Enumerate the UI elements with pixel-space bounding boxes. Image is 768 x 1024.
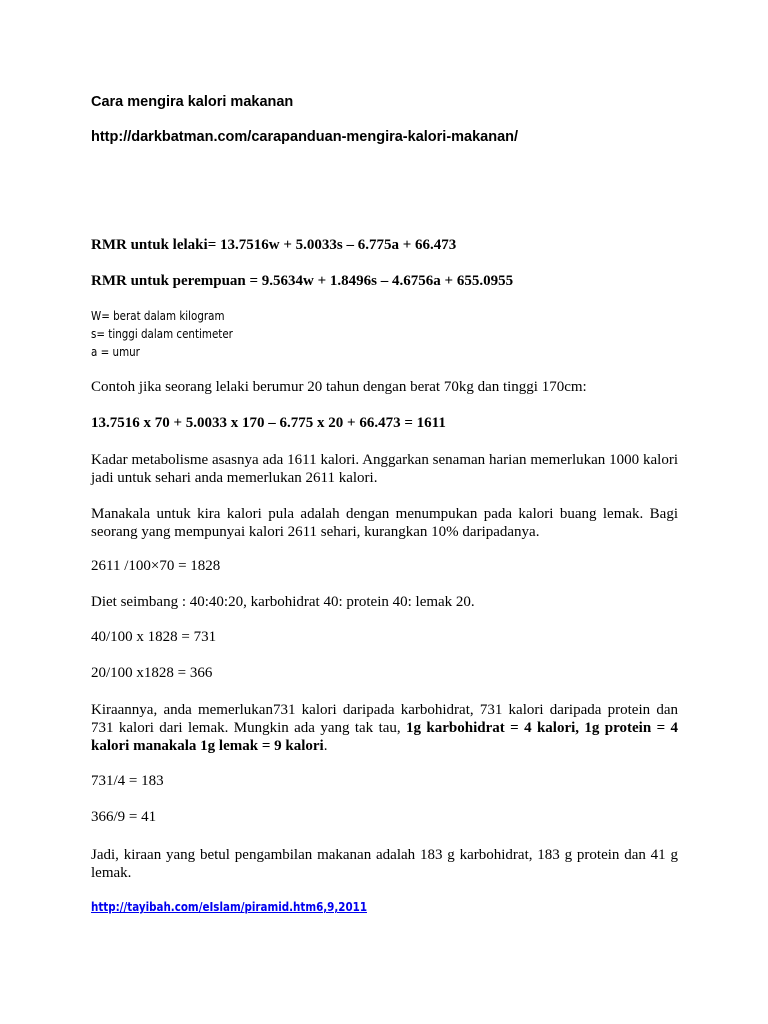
legend-w: W= berat dalam kilogram [91,309,225,323]
paragraph-metabolism: Kadar metabolisme asasnya ada 1611 kalori. Anggarkan senaman harian memerlukan 1000 kalori jadi untuk sehari anda memerlukan 2611 kalori. [91,452,678,486]
calculation-731: 40/100 x 1828 = 731 [91,629,217,645]
paragraph-fat-calories: Manakala untuk kira kalori pula adalah dengan menumpukan pada kalori buang lemak. Bagi seorang yang mempunyai kalori 2611 sehari, kurangkan 10% daripadanya. [91,506,678,540]
calculation-1828: 2611 /100×70 = 1828 [91,558,221,574]
reference-link[interactable]: http://tayibah.com/eIslam/piramid.htm6,9,2011 [91,900,368,914]
breakdown-end: . [323,738,328,754]
source-url: http://darkbatman.com/carapanduan-mengira-kalori-makanan/ [91,129,519,145]
paragraph-calorie-breakdown [91,701,678,755]
legend-s: s= tinggi dalam centimeter [91,327,233,341]
formula-female: RMR untuk perempuan = 9.5634w + 1.8496s – 4.6756a + 655.0955 [91,273,514,289]
example-calculation: 13.7516 x 70 + 5.0033 x 170 – 6.775 x 20 + 66.473 = 1611 [91,415,446,431]
formula-male: RMR untuk lelaki= 13.7516w + 5.0033s – 6.775a + 66.473 [91,237,457,253]
breakdown-text: Kiraannya, anda memerlukan731 kalori daripada karbohidrat, 731 kalori daripada protein dan 731 kalori dari lemak. Mungkin ada yang tak tau, [91,702,678,736]
breakdown-bold-text: 1g karbohidrat = 4 kalori, 1g protein = 4 kalori manakala 1g lemak = 9 kalori [91,720,679,754]
paragraph-conclusion: Jadi, kiraan yang betul pengambilan makanan adalah 183 g karbohidrat, 183 g protein dan 41 g lemak. [91,847,678,881]
diet-ratio: Diet seimbang : 40:40:20, karbohidrat 40: protein 40: lemak 20. [91,594,475,610]
legend-a: a = umur [91,345,140,359]
calculation-41: 366/9 = 41 [91,809,157,825]
calculation-366: 20/100 x1828 = 366 [91,665,213,681]
example-intro: Contoh jika seorang lelaki berumur 20 tahun dengan berat 70kg dan tinggi 170cm: [91,379,587,395]
calculation-183: 731/4 = 183 [91,773,164,789]
document-title: Cara mengira kalori makanan [91,94,294,110]
